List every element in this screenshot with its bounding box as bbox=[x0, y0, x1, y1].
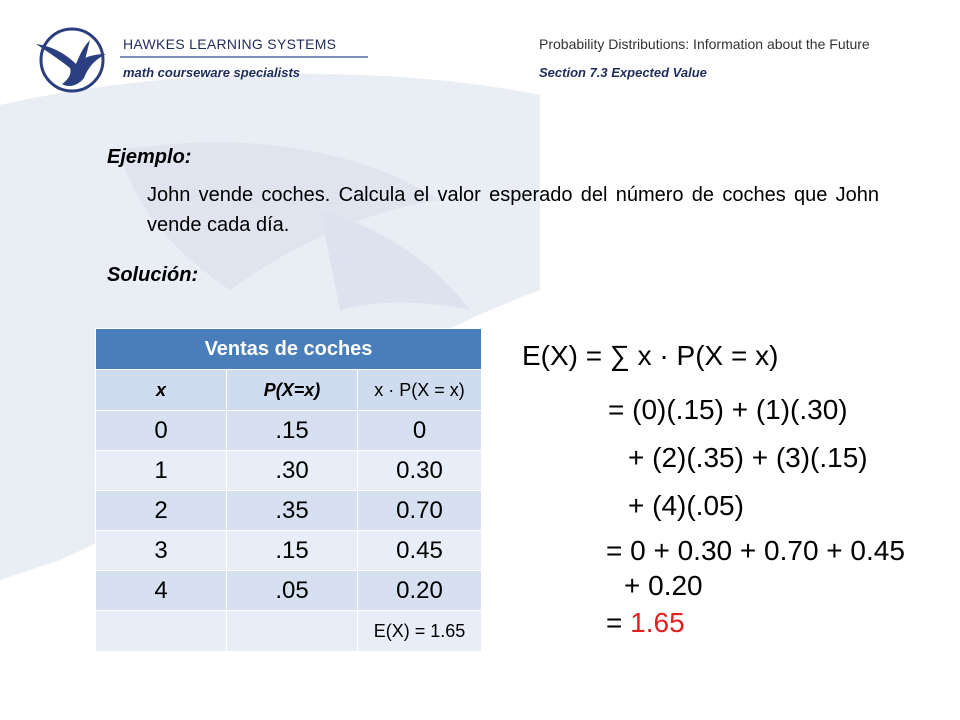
brand-divider bbox=[120, 56, 368, 58]
cell-p: .15 bbox=[227, 531, 358, 571]
cell-p: .30 bbox=[227, 451, 358, 491]
table-row bbox=[96, 411, 482, 451]
cell-x: 0 bbox=[96, 411, 227, 451]
cell-xp: 0.45 bbox=[358, 531, 482, 571]
result-value: 1.65 bbox=[630, 607, 685, 638]
cell-p: .15 bbox=[227, 411, 358, 451]
brand-name: HAWKES LEARNING SYSTEMS bbox=[123, 36, 337, 52]
course-title: Probability Distributions: Information about the Future bbox=[539, 36, 870, 52]
empty-cell bbox=[96, 611, 227, 652]
table-title: Ventas de coches bbox=[96, 329, 482, 370]
cell-xp: 0.30 bbox=[358, 451, 482, 491]
column-header-probability: P(X=x) bbox=[227, 370, 358, 411]
cell-p: .35 bbox=[227, 491, 358, 531]
table-row bbox=[96, 491, 482, 531]
example-label: Ejemplo: bbox=[107, 146, 192, 168]
problem-text: John vende coches. Calcula el valor esperado del número de coches que John vende cada día. bbox=[147, 184, 879, 236]
derivation-line-4: + (4)(.05) bbox=[628, 490, 744, 521]
car-sales-table bbox=[95, 328, 482, 652]
derivation-line-2: = (0)(.15) + (1)(.30) bbox=[608, 394, 848, 425]
cell-x: 4 bbox=[96, 571, 227, 611]
table-row bbox=[96, 571, 482, 611]
brand-tagline: math courseware specialists bbox=[123, 65, 301, 80]
derivation-line-1: E(X) = ∑ x · P(X = x) bbox=[522, 340, 779, 371]
cell-xp: 0.20 bbox=[358, 571, 482, 611]
column-header-product: x · P(X = x) bbox=[358, 370, 482, 411]
cell-xp: 0 bbox=[358, 411, 482, 451]
result-equals: = bbox=[606, 607, 623, 638]
table-row bbox=[96, 451, 482, 491]
cell-p: .05 bbox=[227, 571, 358, 611]
empty-cell bbox=[227, 611, 358, 652]
derivation-line-6: + 0.20 bbox=[624, 570, 703, 601]
section-title: Section 7.3 Expected Value bbox=[539, 65, 707, 80]
table-row bbox=[96, 531, 482, 571]
expected-value-total: E(X) = 1.65 bbox=[358, 611, 482, 652]
column-header-x: x bbox=[96, 370, 227, 411]
cell-x: 2 bbox=[96, 491, 227, 531]
cell-x: 1 bbox=[96, 451, 227, 491]
cell-xp: 0.70 bbox=[358, 491, 482, 531]
derivation-line-5: = 0 + 0.30 + 0.70 + 0.45 bbox=[606, 535, 905, 566]
hawkes-eagle-logo-icon bbox=[32, 24, 110, 94]
cell-x: 3 bbox=[96, 531, 227, 571]
derivation-result bbox=[606, 607, 685, 639]
solution-label: Solución: bbox=[107, 264, 199, 286]
derivation-line-3: + (2)(.35) + (3)(.15) bbox=[628, 442, 868, 473]
